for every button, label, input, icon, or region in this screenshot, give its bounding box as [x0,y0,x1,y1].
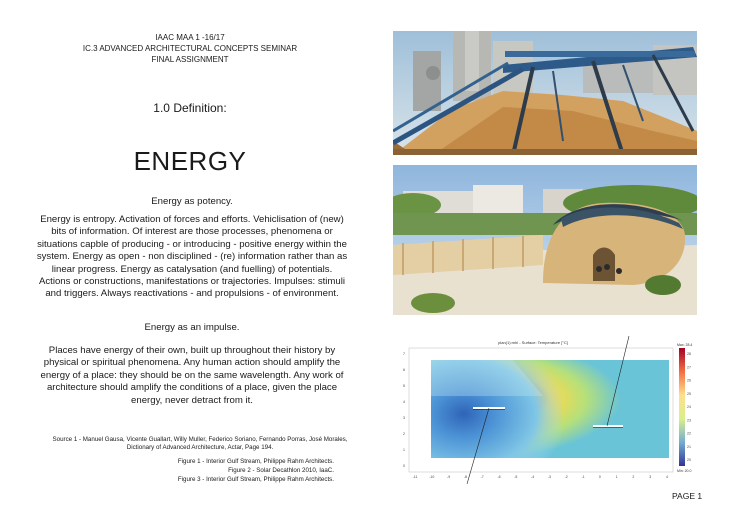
colorbar-tick-label: 27 [687,365,691,370]
x-tick-label: -8 [463,475,467,479]
figure-2-photo [393,165,697,315]
x-tick-label: -4 [531,475,535,479]
source-citation: Source 1 - Manuel Gausa, Vicente Guallart, Willy Muller, Federico Soriano, Fernando Porras, José Morales, Dictionary of Advanced Architecture, Actar, Page 194. [52,436,348,451]
main-title: ENERGY [133,146,247,176]
colorbar-tick-label: 24 [687,405,691,409]
x-tick-label: -10 [429,475,435,479]
header-course-code: IAAC MAA 1 -16/17 [155,33,225,42]
potency-heading: Energy as potency. [151,196,233,207]
x-tick-label: 0 [598,475,601,479]
y-axis [403,352,405,468]
y-tick-label: 2 [403,432,405,436]
definition-paragraph: Energy is entropy. Activation of forces and efforts. Vehiclisation of (new) bits of information. Of interest are those processes, phenomena or situations capble of producing - or introducing - positive energy within the system. Energy as open - non disciplined - (re) information rather than as linear progress. Energy as catalysation (and fuelling) of potentials. Actions or constructions, manifestations or trajectories. Impulses: stimuli and triggers. Always reactivations - and propulsions - of environment. [36,214,348,300]
x-tick-label: -11 [412,475,418,479]
header [60,32,320,65]
y-tick-label: 0 [403,464,405,468]
x-tick-label: -7 [480,475,484,479]
colorbar-tick-label: 21 [687,444,691,449]
x-tick-label: -9 [447,475,451,479]
figure-1-photo [393,31,697,155]
x-tick-label: -6 [497,475,501,479]
thermal-plot [393,336,697,484]
x-tick-label: 1 [615,475,618,479]
x-tick-label: -3 [547,475,551,479]
impulse-heading: Energy as an impulse. [144,322,240,333]
colorbar-tick-label: 22 [687,431,691,436]
x-tick-label: -1 [581,475,585,479]
colorbar-min: Min: 20.0 [677,469,692,473]
colorbar-tick-label: 23 [687,418,691,423]
header-assignment: FINAL ASSIGNMENT [151,55,229,64]
industrial-photo [393,31,697,155]
page-number: PAGE 1 [672,491,703,501]
y-tick-label: 7 [403,352,405,356]
header-seminar-title: IC.3 ADVANCED ARCHITECTURAL CONCEPTS SEMINAR [82,44,298,53]
colorbar-tick-label: 28 [687,352,691,356]
colorbar [679,348,685,466]
pavilion-photo [393,165,697,315]
colorbar-tick-label: 20 [687,458,691,462]
y-tick-label: 1 [403,448,405,452]
figure-captions [120,457,334,484]
section-title: 1.0 Definition: [153,101,227,115]
y-tick-label: 5 [403,384,405,388]
x-tick-label: 3 [649,475,652,479]
colorbar-tick-label: 26 [687,378,691,383]
colorbar-ticks [687,352,691,462]
colorbar-max: Max: 28.4 [677,343,693,347]
y-tick-label: 4 [403,400,405,404]
caption-figure-1: Figure 1 - Interior Gulf Stream, Philippe Rahm Architects. [177,458,334,465]
x-tick-label: -5 [514,475,518,479]
x-tick-label: -2 [564,475,568,479]
x-axis [413,475,668,479]
caption-figure-2: Figure 2 - Solar Decathlon 2010, IaaC. [228,467,334,474]
place-energy-paragraph: Places have energy of their own, built up throughout their history by physical or spiritual phenomena. Any human action should amplify the energy of a place: they should be on the same wavelength. Any work of architecture should amplify the conditions of a place, given the place energy, never detract from it. [40,345,344,406]
colorbar-tick-label: 25 [687,391,691,396]
y-tick-label: 6 [403,368,405,372]
x-tick-label: 2 [632,475,635,479]
figure-3-thermal-plot [393,336,697,484]
plot-title: plan(1):mhi - Surface: Temperature [°C] [498,340,568,345]
caption-figure-3: Figure 3 - Interior Gulf Stream, Philippe Rahm Architects. [177,476,334,483]
y-tick-label: 3 [403,416,405,420]
x-tick-label: 4 [666,475,668,479]
